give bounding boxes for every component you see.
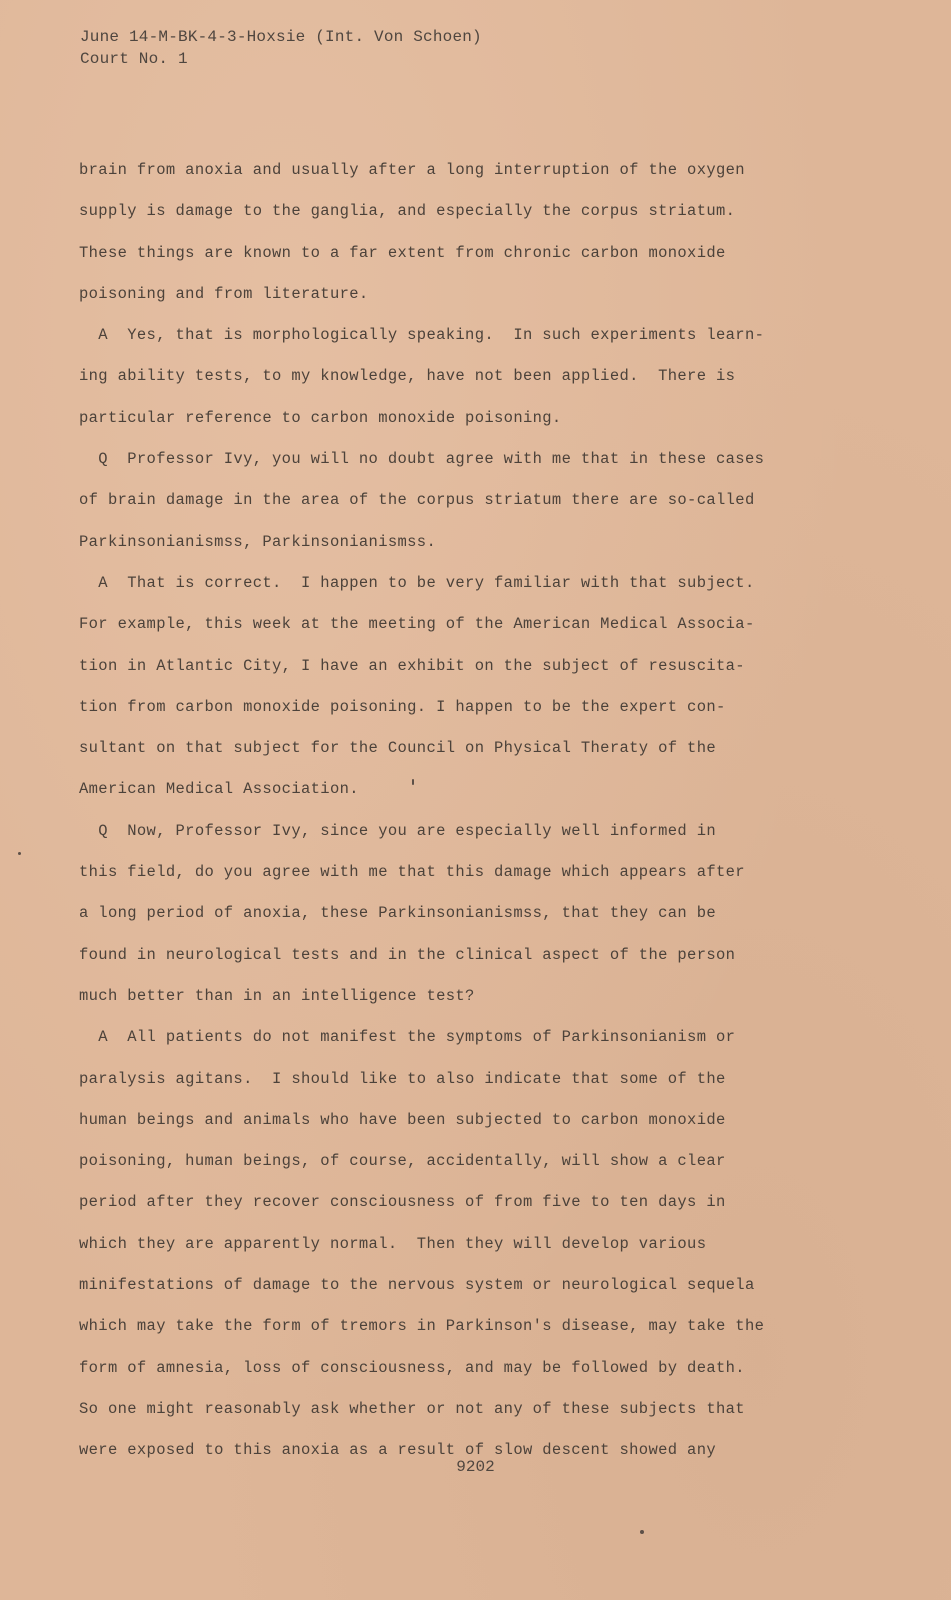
text-line: sultant on that subject for the Council on Physical Theraty of the [79,739,716,758]
text-line: poisoning and from literature. [79,284,369,303]
text-line: which they are apparently normal. Then they will develop various [79,1234,707,1253]
header-session-line: June 14-M-BK-4-3-Hoxsie (Int. Von Schoen) [80,28,482,46]
page-number: 9202 [456,1458,495,1476]
text-line: A All patients do not manifest the symptoms of Parkinsonianism or [79,1028,736,1047]
text-line: a long period of anoxia, these Parkinsonianismss, that they can be [79,904,716,923]
text-line: period after they recover consciousness of from five to ten days in [79,1193,726,1212]
text-line: Q Now, Professor Ivy, since you are especially well informed in [79,821,716,840]
text-line: minifestations of damage to the nervous system or neurological sequela [79,1276,755,1295]
text-line: much better than in an intelligence test? [79,986,475,1005]
text-line: tion in Atlantic City, I have an exhibit on the subject of resuscita- [79,656,745,675]
paper-speck [18,852,21,855]
text-line: human beings and animals who have been subjected to carbon monoxide [79,1110,726,1129]
text-line: A That is correct. I happen to be very familiar with that subject. [79,573,755,592]
header-court-line: Court No. 1 [80,50,188,68]
text-line: were exposed to this anoxia as a result of slow descent showed any [79,1441,716,1460]
text-line: supply is damage to the ganglia, and especially the corpus striatum. [79,202,736,221]
text-line: Q Professor Ivy, you will no doubt agree with me that in these cases [79,450,765,469]
text-line: of brain damage in the area of the corpus striatum there are so-called [79,491,755,510]
paper-speck [412,779,414,785]
text-line: found in neurological tests and in the clinical aspect of the person [79,945,736,964]
text-line: A Yes, that is morphologically speaking. In such experiments learn- [79,326,765,345]
document-header [80,26,482,70]
transcript-body [79,150,814,1472]
text-line: brain from anoxia and usually after a long interruption of the oxygen [79,161,745,179]
text-line: ing ability tests, to my knowledge, have not been applied. There is [79,367,736,386]
text-line: So one might reasonably ask whether or not any of these subjects that [79,1399,745,1418]
text-line: paralysis agitans. I should like to also indicate that some of the [79,1069,726,1088]
text-line: American Medical Association. [79,780,359,799]
text-line: For example, this week at the meeting of the American Medical Associa- [79,615,755,634]
paper-speck [640,1530,644,1534]
text-line: particular reference to carbon monoxide poisoning. [79,408,562,427]
text-line: which may take the form of tremors in Parkinson's disease, may take the [79,1317,765,1336]
text-line: poisoning, human beings, of course, accidentally, will show a clear [79,1152,726,1171]
text-line: Parkinsonianismss, Parkinsonianismss. [79,532,437,551]
text-line: tion from carbon monoxide poisoning. I happen to be the expert con- [79,697,726,716]
text-line: this field, do you agree with me that this damage which appears after [79,863,745,882]
text-line: form of amnesia, loss of consciousness, and may be followed by death. [79,1358,745,1377]
text-line: These things are known to a far extent from chronic carbon monoxide [79,243,726,262]
